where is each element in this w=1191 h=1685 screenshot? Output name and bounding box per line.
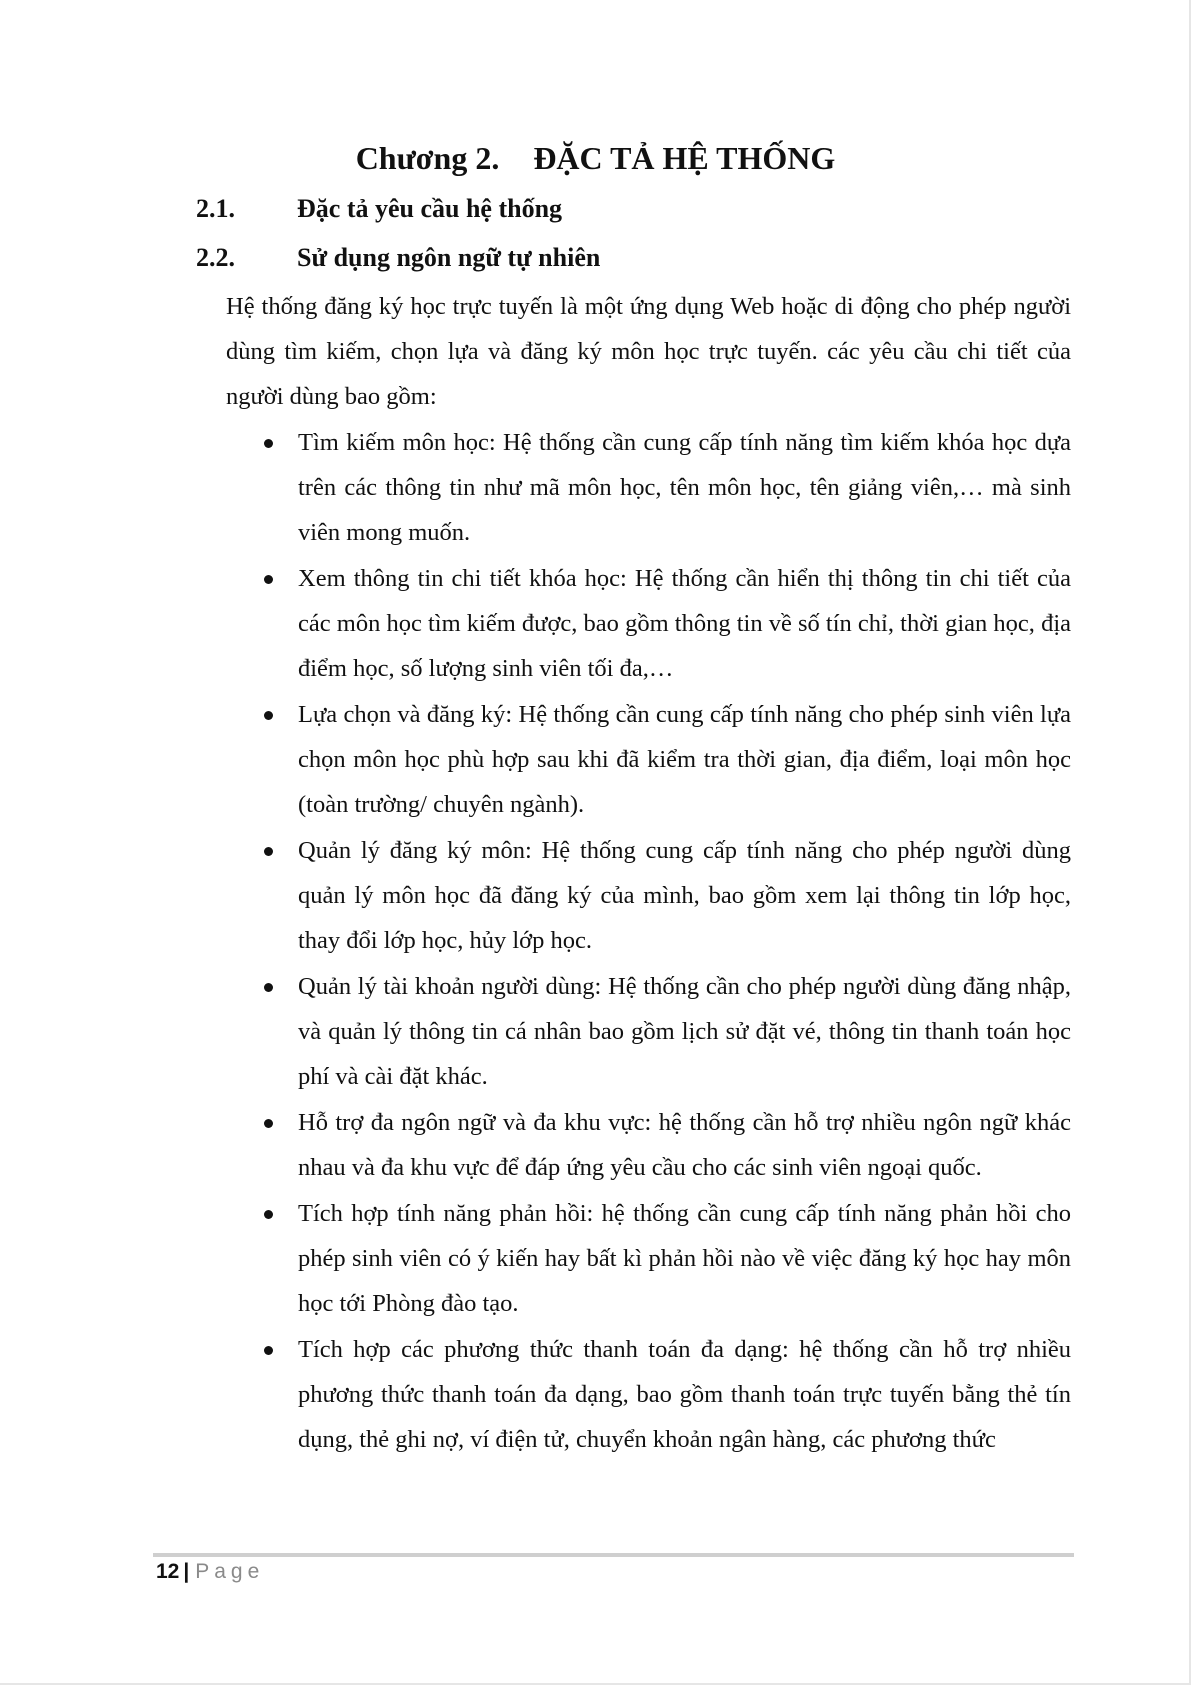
footer-divider — [153, 1553, 1074, 1557]
section-number: 2.2. — [196, 243, 235, 272]
chapter-title — [0, 138, 1191, 178]
list-item-text: Hỗ trợ đa ngôn ngữ và đa khu vực: hệ thống cần hỗ trợ nhiều ngôn ngữ khác nhau và đa khu vực để đáp ứng yêu cầu cho các sinh viên ngoại quốc. — [298, 1109, 1071, 1181]
chapter-number: Chương 2. — [355, 140, 500, 176]
list-item-text: Tích hợp tính năng phản hồi: hệ thống cần cung cấp tính năng phản hồi cho phép sinh viên có ý kiến hay bất kì phản hồi nào về việc đăng ký học hay môn học tới Phòng đào tạo. — [298, 1200, 1071, 1317]
list-item — [226, 1191, 1071, 1326]
bullet-icon — [264, 575, 273, 584]
bullet-icon — [264, 847, 273, 856]
list-item-text: Tìm kiếm môn học: Hệ thống cần cung cấp tính năng tìm kiếm khóa học dựa trên các thông tin như mã môn học, tên môn học, tên giảng viên,… mà sinh viên mong muốn. — [298, 429, 1071, 546]
list-item — [226, 692, 1071, 827]
list-item-text: Lựa chọn và đăng ký: Hệ thống cần cung cấp tính năng cho phép sinh viên lựa chọn môn học phù hợp sau khi đã kiểm tra thời gian, địa điểm, loại môn học (toàn trường/ chuyên ngành). — [298, 701, 1071, 818]
list-item — [226, 828, 1071, 963]
list-item — [226, 1327, 1071, 1462]
section-title: Sử dụng ngôn ngữ tự nhiên — [297, 243, 601, 272]
section-number: 2.1. — [196, 194, 235, 223]
section-heading-2-2 — [196, 241, 600, 275]
list-item — [226, 420, 1071, 555]
list-item — [226, 1100, 1071, 1190]
bullet-icon — [264, 983, 273, 992]
bullet-icon — [264, 439, 273, 448]
bullet-icon — [264, 711, 273, 720]
footer-separator: | — [183, 1560, 190, 1583]
list-item-text: Tích hợp các phương thức thanh toán đa dạng: hệ thống cần hỗ trợ nhiều phương thức thanh toán đa dạng, bao gồm thanh toán trực tuyến bằng thẻ tín dụng, thẻ ghi nợ, ví điện tử, chuyển khoản ngân hàng, các phương thức — [298, 1336, 1071, 1453]
chapter-name: ĐẶC TẢ HỆ THỐNG — [533, 140, 836, 176]
intro-paragraph: Hệ thống đăng ký học trực tuyến là một ứng dụng Web hoặc di động cho phép người dùng tìm kiếm, chọn lựa và đăng ký môn học trực tuyến. các yêu cầu chi tiết của người dùng bao gồm: — [226, 293, 1071, 410]
list-item — [226, 556, 1071, 691]
requirements-list — [226, 420, 1071, 1463]
section-title: Đặc tả yêu cầu hệ thống — [297, 194, 563, 223]
page-number: 12 — [156, 1560, 180, 1583]
list-item-text: Quản lý đăng ký môn: Hệ thống cung cấp tính năng cho phép người dùng quản lý môn học đã đăng ký của mình, bao gồm xem lại thông tin lớp học, thay đổi lớp học, hủy lớp học. — [298, 837, 1071, 954]
list-item — [226, 964, 1071, 1099]
page-label: Page — [195, 1560, 265, 1583]
list-item-text: Quản lý tài khoản người dùng: Hệ thống cần cho phép người dùng đăng nhập, và quản lý thông tin cá nhân bao gồm lịch sử đặt vé, thông tin thanh toán học phí và cài đặt khác. — [298, 973, 1071, 1090]
list-item-text: Xem thông tin chi tiết khóa học: Hệ thống cần hiển thị thông tin chi tiết của các môn học tìm kiếm được, bao gồm thông tin về số tín chỉ, thời gian học, địa điểm học, số lượng sinh viên tối đa,… — [298, 565, 1071, 682]
bullet-icon — [264, 1119, 273, 1128]
section-heading-2-1 — [196, 192, 562, 226]
bullet-icon — [264, 1210, 273, 1219]
bullet-icon — [264, 1346, 273, 1355]
page-footer — [156, 1558, 264, 1586]
